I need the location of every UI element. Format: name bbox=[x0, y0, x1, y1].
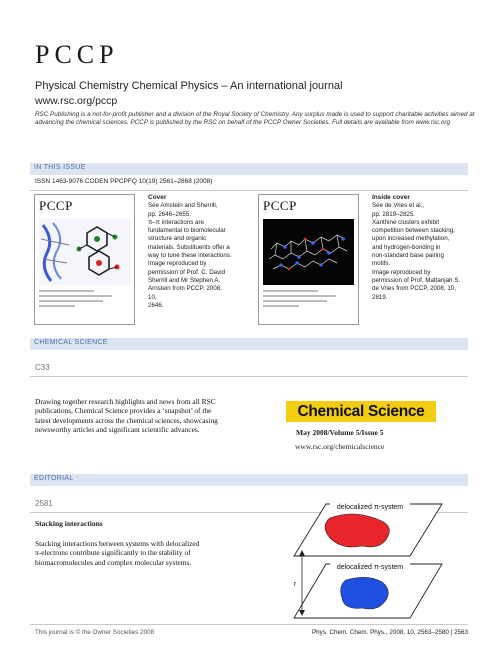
chemical-science-url-link[interactable]: www.rsc.org/chemicalscience bbox=[295, 442, 385, 451]
distance-label: r bbox=[294, 581, 297, 588]
cover-text-line: materials. Substituents offer a bbox=[148, 243, 230, 251]
inside-cover-text-line: See de Vries et al., bbox=[372, 202, 425, 210]
chemical-science-issue: May 2008/Volume 5/Issue 5 bbox=[296, 428, 384, 437]
bottom-pi-system-blob bbox=[341, 577, 389, 609]
chemical-science-body-line: Drawing together research highlights and news from all RSC bbox=[35, 397, 216, 406]
inside-cover-text-line: motifs. bbox=[372, 260, 391, 268]
issn-line: ISSN 1463-9076 CODEN PPCPFQ 10(19) 2561–2868 (2008) bbox=[35, 178, 213, 185]
cover-molecule-art bbox=[39, 219, 130, 285]
inside-cover-text-line: upon increased methylation, bbox=[372, 235, 450, 243]
inside-cover-text-line: permission of Prof. Mattanjah S. bbox=[372, 276, 461, 284]
publisher-note: RSC Publishing is a not-for-profit publisher and a division of the Royal Society of Chemistry. Any surplus made is used to support charitable activities aimed at advancing the chemical sciences. PCCP is published by the RSC on behalf of the PCCP Owner Societies. Full details are available from www.rsc.org bbox=[35, 111, 475, 127]
divider bbox=[30, 190, 468, 191]
cover-journal-logo: PCCP bbox=[39, 198, 73, 213]
inside-cover-text-line: de Vries from PCCP, 2008, 10, bbox=[372, 285, 456, 293]
inside-cover-molecule-art bbox=[263, 219, 354, 285]
editorial-body-line: π-electrons contribute significantly to the stability of bbox=[35, 548, 191, 558]
divider bbox=[30, 376, 468, 377]
footer-divider bbox=[30, 624, 468, 625]
section-label-editorial: EDITORIAL bbox=[34, 475, 74, 482]
stacking-diagram bbox=[282, 496, 472, 624]
editorial-body-line: biomacromolecules and complex molecular systems. bbox=[35, 557, 192, 567]
footer-citation: Phys. Chem. Chem. Phys., 2008, 10, 2563–2580 | 2563 bbox=[311, 629, 468, 636]
inside-cover-text-line: competition between stacking, bbox=[372, 227, 455, 235]
chemical-science-body-line: newsworthy articles and significant scientific advances. bbox=[35, 425, 200, 435]
chemical-science-code: C33 bbox=[35, 363, 50, 372]
cover-text-line: pp. 2646–2655. bbox=[148, 210, 192, 218]
cover-text-lines bbox=[39, 290, 130, 310]
section-label-in-this-issue: IN THIS ISSUE bbox=[34, 164, 86, 171]
inside-cover-text-line: Image reproduced by bbox=[372, 268, 431, 276]
journal-logo: PCCP bbox=[35, 40, 119, 69]
inside-cover-description bbox=[372, 194, 468, 302]
editorial-body-line: Stacking interactions between systems with delocalized bbox=[35, 539, 200, 548]
cover-text-line: Sherrill and Mr Stephen A. bbox=[148, 276, 221, 284]
cover-text-line: Arnstein from PCCP, 2008, 10, bbox=[148, 285, 222, 301]
cover-image[interactable] bbox=[34, 194, 135, 325]
chemical-science-logo[interactable]: Chemical Science bbox=[286, 401, 436, 422]
inside-cover-heading: Inside cover bbox=[372, 194, 410, 201]
inside-cover-text-lines bbox=[263, 290, 354, 310]
section-bar-in-this-issue bbox=[30, 163, 468, 175]
chemical-science-body-line: publications, Chemical Science provides a ‘snapshot’ of the bbox=[35, 406, 212, 416]
inside-cover-text-line: pp. 2819–2825. bbox=[372, 210, 416, 218]
cover-text-line: See Amstein and Sherrill, bbox=[148, 202, 218, 210]
cover-description bbox=[148, 194, 232, 310]
bottom-plane-label: delocalized π-system bbox=[336, 564, 404, 571]
inside-cover-text-line: and hydrogen-bonding in bbox=[372, 243, 441, 251]
inside-cover-text-line: non-standard base pairing bbox=[372, 252, 444, 260]
chemical-science-body bbox=[35, 397, 275, 435]
inside-cover-text-line: 2819. bbox=[372, 293, 388, 301]
cover-text-line: 2646. bbox=[148, 301, 164, 309]
top-plane-label: delocalized π-system bbox=[336, 504, 404, 511]
section-bar-chemical-science bbox=[30, 338, 468, 350]
section-label-chemical-science: CHEMICAL SCIENCE bbox=[34, 339, 108, 346]
cover-text-line: permission of Prof. C. David bbox=[148, 268, 226, 276]
inside-cover-journal-logo: PCCP bbox=[263, 198, 297, 213]
cover-text-line: fundamental to biomolecular bbox=[148, 227, 226, 235]
cover-text-line: π–π interactions are bbox=[148, 218, 205, 226]
chemical-science-body-line: latest developments across the chemical sciences, showcasing bbox=[35, 415, 218, 425]
journal-fullname: Physical Chemistry Chemical Physics – An international journal bbox=[35, 80, 343, 92]
journal-url-link[interactable]: www.rsc.org/pccp bbox=[35, 95, 118, 107]
cover-text-line: way to tune these interactions. bbox=[148, 252, 232, 260]
cover-text-line: structure and organic bbox=[148, 235, 207, 243]
inside-cover-text-line: Xanthine clusters exhibit bbox=[372, 218, 440, 226]
footer-copyright: This journal is © the Owner Societies 2008 bbox=[35, 629, 155, 636]
editorial-title[interactable]: Stacking interactions bbox=[35, 519, 103, 528]
editorial-body bbox=[35, 539, 275, 567]
cover-text-line: Image reproduced by bbox=[148, 260, 207, 268]
section-bar-editorial bbox=[30, 474, 468, 486]
cover-heading: Cover bbox=[148, 194, 167, 201]
editorial-page-number: 2581 bbox=[35, 499, 53, 508]
inside-cover-image[interactable] bbox=[258, 194, 359, 325]
